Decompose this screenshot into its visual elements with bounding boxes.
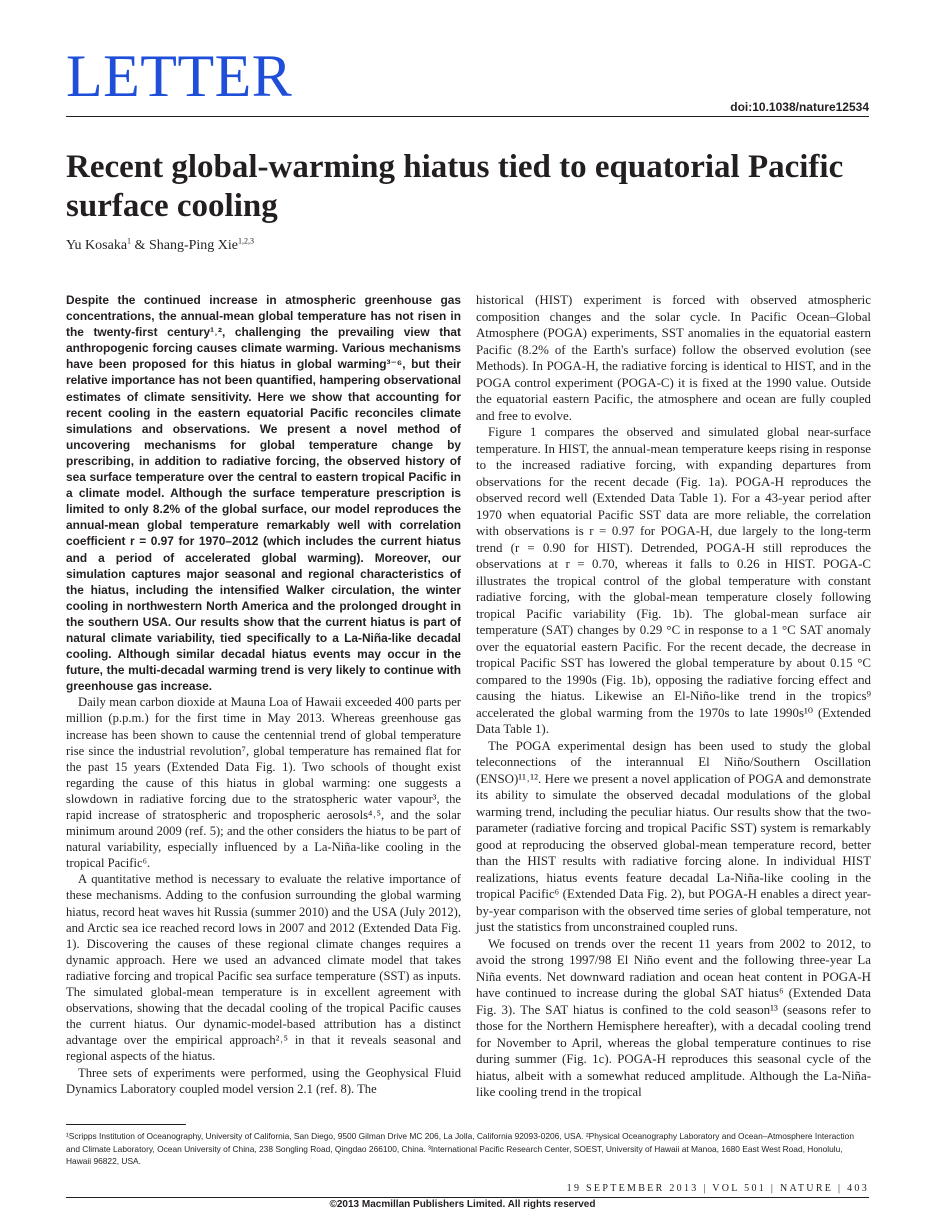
author-affiliation-mark: 1 (127, 236, 132, 246)
section-label: LETTER (66, 43, 293, 109)
right-column (476, 292, 871, 1101)
author-name: Shang-Ping Xie (148, 238, 238, 253)
body-paragraph: historical (HIST) experiment is forced with observed atmospheric composition changes and the solar cycle. In Pacific Ocean–Global Atmosphere (POGA) experiments, SST anomalies in the equatorial eastern Pacific (8.2% of the Earth's surface) follow the observed evolution (see Methods). In POGA-H, the radiative forcing is identical to HIST, and in the POGA control experiment (POGA-C) it is fixed at the 1990 value. Outside the equatorial eastern Pacific, the atmosphere and ocean are fully coupled and free to evolve. (476, 293, 871, 423)
body-paragraph: Three sets of experiments were performed, using the Geophysical Fluid Dynamics Laboratory coupled model version 2.1 (ref. 8). The (66, 1065, 461, 1096)
body-paragraph: The POGA experimental design has been used to study the global teleconnections of the interannual El Niño/Southern Oscillation (ENSO)¹¹˒¹². Here we present a novel application of POGA and demonstrate its ability to simulate the observed decadal modulations of the global warming trend, including the peculiar hiatus. Our results show that the two-parameter (radiative forcing and tropical Pacific SST) system is remarkably good at reproducing the observed global-mean temperature record, better than the HIST results with radiative forcing alone. In individual HIST realizations, hiatus events feature decadal La-Niña-like cooling in the tropical Pacific⁶ (Extended Data Fig. 2), but POGA-H enables a direct year-by-year comparison with the observed time series of global temperature, not just the statistics from unconstrained coupled runs. (476, 738, 871, 934)
header-rule (66, 116, 869, 117)
author-separator: & (131, 238, 149, 253)
author-list (66, 238, 254, 254)
article-title: Recent global-warming hiatus tied to equatorial Pacific surface cooling (66, 149, 844, 224)
body-paragraph: A quantitative method is necessary to evaluate the relative importance of these mechanisms. Adding to the confusion surrounding the global warming hiatus, record heat waves hit Russia (summer 2010) and the USA (July 2012), and Arctic sea ice reached record lows in 2007 and 2012 (Extended Data Fig. 1). Discovering the causes of these regional climate changes requires a dynamic approach. Here we used an advanced climate model that takes radiative forcing and tropical Pacific sea surface temperature (SST) as inputs. The simulated global-mean temperature is in excellent agreement with observations, showing that the decadal cooling of the tropical Pacific causes the current hiatus. Our dynamic-model-based attribution has a distinct advantage over the empirical approach²˒⁵ in that it reveals seasonal and regional aspects of the hiatus. (66, 872, 461, 1064)
left-column (66, 292, 461, 1097)
body-paragraph: Figure 1 compares the observed and simulated global near-surface temperature. In HIST, the annual-mean temperature keeps rising in response to the increased radiative forcing, with expanding departures from observations for the recent decade (Fig. 1a). POGA-H reproduces the observed record well (Extended Data Table 1). For a 43-year period after 1970 when equatorial Pacific SST data are more reliable, the correlation with observations is r = 0.97 for POGA-H, due largely to the long-term trend (r = 0.90 for HIST). Detrended, POGA-H still reproduces the observations at r = 0.70, whereas it falls to 0.26 in HIST. POGA-C illustrates the tropical control of the global temperature with constant radiative forcing, with the global-mean temperature closely following tropical Pacific variability (Fig. 1b). The global-mean surface air temperature (SAT) changes by 0.29 °C in response to a 1 °C SAT anomaly over the equatorial eastern Pacific. For the recent decade, the decrease in tropical Pacific SST has lowered the global temperature by about 0.15 °C compared to the 1990s (Fig. 1b), opposing the radiative forcing effect and causing the hiatus. Likewise an El-Niño-like trend in the tropics⁹ accelerated the global warming from the 1970s to late 1990s¹⁰ (Extended Data Table 1). (476, 425, 871, 736)
copyright-notice: ©2013 Macmillan Publishers Limited. All rights reserved (329, 1199, 596, 1210)
footer-rule (66, 1197, 869, 1198)
affiliations-footnote: ¹Scripps Institution of Oceanography, University of California, San Diego, 9500 Gilman Drive MC 206, La Jolla, California 92093-0206, USA. ²Physical Oceanography Laboratory and Ocean–Atmosphere Interaction and Climate Laboratory, Ocean University of China, 238 Songling Road, Qingdao 266100, China. ³International Pacific Research Center, SOEST, University of Hawaii at Manoa, 1680 East West Road, Honolulu, Hawaii 96822, USA. (66, 1131, 854, 1166)
footnote-rule (66, 1124, 186, 1125)
author-name: Yu Kosaka (66, 238, 128, 253)
abstract-paragraph: Despite the continued increase in atmospheric greenhouse gas concentrations, the annual-mean global temperature has not risen in the twenty-first century¹˒², challenging the prevailing view that anthropogenic forcing causes climate warming. Various mechanisms have been proposed for this hiatus in global warming³⁻⁶, but their relative importance has not been quantified, hampering observational estimates of climate sensitivity. Here we show that accounting for recent cooling in the eastern equatorial Pacific reconciles climate simulations and observations. We present a novel method of uncovering mechanisms for global temperature change by prescribing, in addition to radiative forcing, the observed history of sea surface temperature over the central to eastern tropical Pacific in a climate model. Although the surface temperature prescription is limited to only 8.2% of the global surface, our model reproduces the annual-mean global temperature remarkably well with correlation coefficient r = 0.97 for 1970–2012 (which includes the current hiatus and a period of accelerated global warming). Moreover, our simulation captures major seasonal and regional characteristics of the hiatus, including the intensified Walker circulation, the winter cooling in northwestern North America and the prolonged drought in the southern USA. Our results show that the current hiatus is part of natural climate variability, tied specifically to a La-Niña-like decadal cooling. Although similar decadal hiatus events may occur in the future, the multi-decadal warming trend is very likely to continue with greenhouse gas increase. (66, 293, 461, 694)
body-paragraph: Daily mean carbon dioxide at Mauna Loa of Hawaii exceeded 400 parts per million (p.p.m.) for the first time in May 2013. Whereas greenhouse gas increase has been shown to cause the centennial trend of global temperature rise since the industrial revolution⁷, global temperature has remained flat for the past 15 years (Extended Data Fig. 1). Two schools of thought exist regarding the cause of this hiatus in global warming: one suggests a slowdown in radiative forcing due to the stratospheric water vapour³, the rapid increase of stratospheric and tropospheric aerosols⁴˒⁵, and the solar minimum around 2009 (ref. 5); and the other considers the hiatus to be part of natural variability, especially influenced by a La-Niña-like cooling in the tropical Pacific⁶. (66, 695, 461, 871)
issue-line: 19 SEPTEMBER 2013 | VOL 501 | NATURE | 403 (566, 1183, 869, 1194)
author-affiliation-mark: 1,2,3 (238, 236, 254, 246)
doi: doi:10.1038/nature12534 (730, 100, 869, 114)
body-paragraph: We focused on trends over the recent 11 years from 2002 to 2012, to avoid the strong 1997/98 El Niño event and the following three-year La Niña events. Net downward radiation and ocean heat content in POGA-H have continued to increase during the global SAT hiatus⁶ (Extended Data Fig. 3). The SAT hiatus is confined to the cold season¹³ (seasons refer to those for the Northern Hemisphere hereafter), with a decadal cooling trend for November to April, whereas the global temperature continues to rise during summer (Fig. 1c). POGA-H reproduces this seasonal cycle of the hiatus, albeit with a somewhat reduced amplitude. Although the La-Niña-like cooling trend in the tropical (476, 936, 871, 1099)
